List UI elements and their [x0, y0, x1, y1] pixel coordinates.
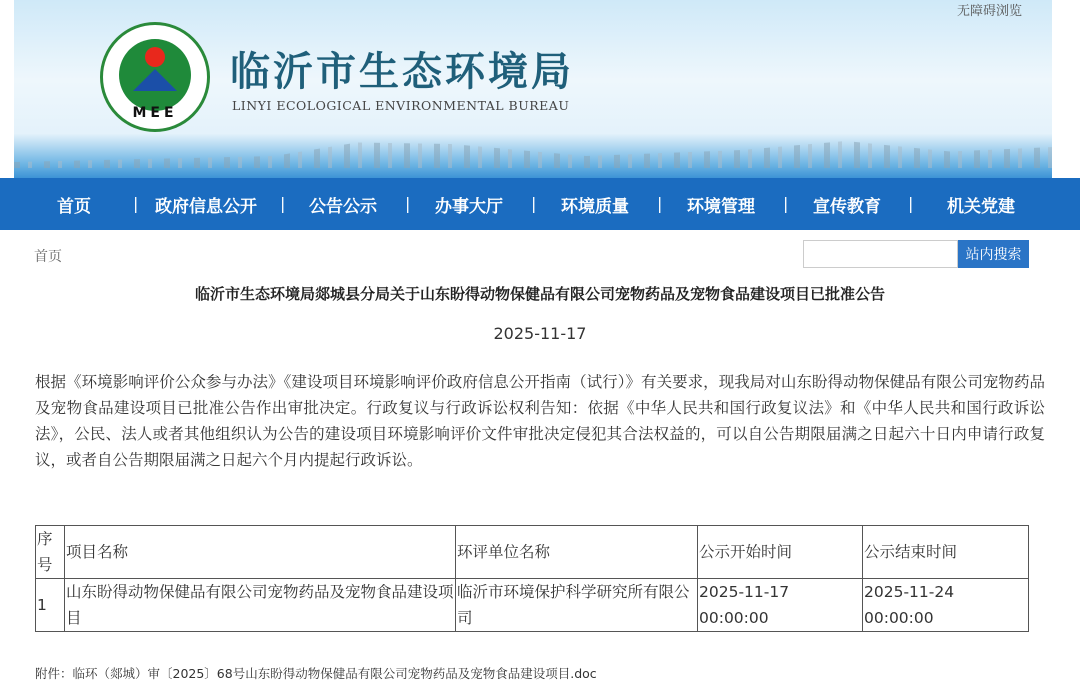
cell-eia-unit: 临沂市环境保护科学研究所有限公司 [456, 579, 698, 632]
cell-index: 1 [36, 579, 65, 632]
nav-separator: | [657, 194, 663, 213]
project-table [35, 525, 1029, 632]
search-button[interactable]: 站内搜索 [958, 240, 1029, 268]
nav-separator: | [280, 194, 286, 213]
nav-separator: | [405, 194, 411, 213]
nav-separator: | [908, 194, 914, 213]
nav-party[interactable]: 机关党建 [947, 197, 1015, 217]
nav-announcements[interactable]: 公告公示 [309, 197, 377, 217]
cell-project-name: 山东盼得动物保健品有限公司宠物药品及宠物食品建设项目 [65, 579, 456, 632]
banner-edge [1052, 0, 1080, 178]
nav-separator: | [531, 194, 537, 213]
attachment-link[interactable]: 附件：临环（郯城）审〔2025〕68号山东盼得动物保健品有限公司宠物药品及宠物食品建设项目.doc [35, 666, 597, 681]
nav-separator: | [783, 194, 789, 213]
mountain-icon [133, 69, 177, 91]
accessibility-link[interactable]: 无障碍浏览 [956, 4, 1022, 19]
article-title: 临沂市生态环境局郯城县分局关于山东盼得动物保健品有限公司宠物药品及宠物食品建设项目已批准公告 [194, 285, 885, 303]
cell-end-time: 2025-11-24 00:00:00 [863, 579, 1029, 632]
banner-edge [0, 0, 14, 178]
sun-icon [145, 47, 165, 67]
main-nav [0, 178, 1080, 230]
article-body: 根据《环境影响评价公众参与办法》《建设项目环境影响评价政府信息公开指南（试行）》有关要求，现我局对山东盼得动物保健品有限公司宠物药品及宠物食品建设项目已批准公告作出审批决定。行政复议与行政诉讼权利告知：依据《中华人民共和国行政复议法》和《中华人民共和国行政诉讼法》，公民、法人或者其他组织认为公告的建设项目环境影响评价文件审批决定侵犯其合法权益的，可以自公告期限届满之日起六十日内申请行政复议，或者自公告期限届满之日起六个月内提起行政诉讼。 [35, 373, 1045, 469]
nav-gov-info[interactable]: 政府信息公开 [155, 197, 257, 217]
cell-start-time: 2025-11-17 00:00:00 [698, 579, 863, 632]
header-cell: 公示开始时间 [698, 526, 863, 579]
logo-text: MEE [132, 105, 178, 121]
nav-env-management[interactable]: 环境管理 [687, 197, 755, 217]
nav-separator: | [133, 194, 139, 213]
table-header-row [36, 526, 1029, 579]
header-cell: 序号 [36, 526, 65, 579]
nav-service-hall[interactable]: 办事大厅 [435, 197, 503, 217]
article-date: 2025-11-17 [493, 324, 587, 343]
site-subtitle: LINYI ECOLOGICAL ENVIRONMENTAL BUREAU [232, 98, 570, 113]
nav-env-quality[interactable]: 环境质量 [561, 197, 629, 217]
nav-publicity[interactable]: 宣传教育 [813, 197, 881, 217]
nav-home[interactable]: 首页 [57, 197, 91, 217]
search-input[interactable] [803, 240, 958, 268]
skyline-image [14, 138, 1054, 168]
header-cell: 环评单位名称 [456, 526, 698, 579]
header-cell: 公示结束时间 [863, 526, 1029, 579]
logo-emblem [119, 39, 191, 111]
breadcrumb-home[interactable]: 首页 [34, 249, 62, 265]
header-banner [0, 0, 1080, 178]
mee-logo[interactable] [100, 22, 210, 132]
site-title[interactable]: 临沂市生态环境局 [230, 48, 574, 95]
table-row [36, 579, 1029, 632]
header-cell: 项目名称 [65, 526, 456, 579]
